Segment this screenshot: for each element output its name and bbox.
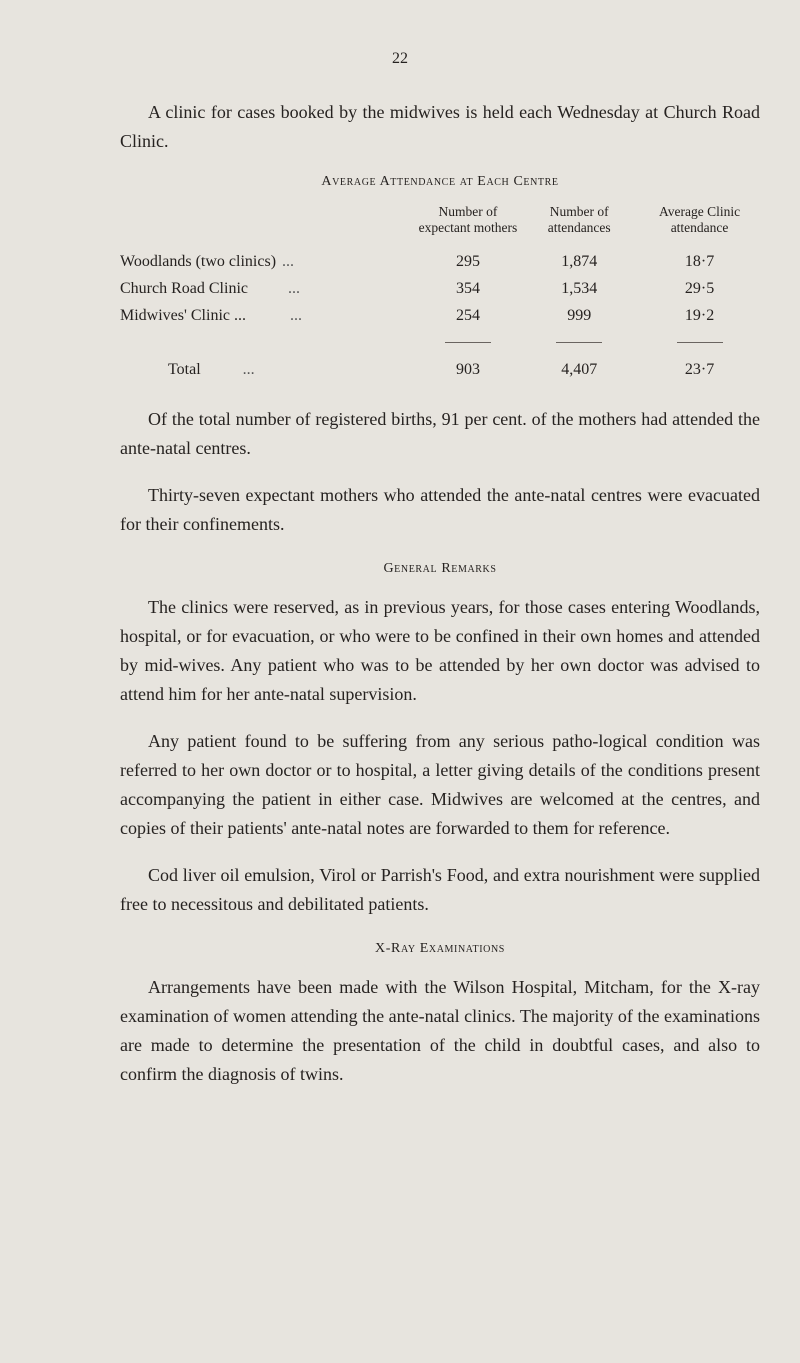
cell-attendances: 999 <box>567 306 592 324</box>
leader-dots: ... <box>287 279 300 297</box>
evacuation-paragraph: Thirty-seven expectant mothers who attended the ante-natal centres were evacuated for their confinements. <box>120 485 760 534</box>
xray-heading: X-Ray Examinations <box>375 941 505 956</box>
page-number: 22 <box>392 50 408 67</box>
general-remarks-heading: General Remarks <box>383 561 497 576</box>
rule-row <box>120 329 760 356</box>
remarks-paragraph: Any patient found to be suffering from any serious patho-logical condition was referred to her own doctor or to hospital, a letter giving details of the conditions present accompanying the patient in either case. Midwives are welcomed at the centres, and copies of their patients' ante-natal notes are forwarded to them for reference. <box>120 731 760 838</box>
intro-paragraph: A clinic for cases booked by the midwives is held each Wednesday at Church Road Clinic. <box>120 102 760 151</box>
header-expectant-mothers: Number of expectant mothers <box>418 204 518 235</box>
table-row <box>120 302 760 329</box>
remarks-paragraph: Cod liver oil emulsion, Virol or Parrish's Food, and extra nourishment were supplied free to necessitous and debilitated patients. <box>120 865 760 914</box>
xray-paragraph: Arrangements have been made with the Wilson Hospital, Mitcham, for the X-ray examination of women attending the ante-natal clinics. The majority of the examinations are made to determine the presentation of the child in doubtful cases, and also to confirm the diagnosis of twins. <box>120 977 760 1084</box>
header-blank <box>120 204 417 248</box>
cell-attendances: 1,874 <box>561 252 598 270</box>
divider <box>677 342 723 343</box>
divider <box>556 342 602 343</box>
cell-attendances: 1,534 <box>561 279 598 297</box>
row-label: Church Road Clinic <box>120 279 248 297</box>
cell-mothers: 354 <box>455 279 480 297</box>
page-content <box>120 98 760 1107</box>
table-row <box>120 248 760 275</box>
total-label: Total <box>168 360 201 378</box>
remarks-paragraph: The clinics were reserved, as in previous years, for those cases entering Woodlands, hospital, or for evacuation, or who were to be confined in their own homes and attended by mid-wives. Any patient who was to be attended by her own doctor was advised to attend him for her ante-natal supervision. <box>120 597 760 704</box>
row-label: Woodlands (two clinics) <box>120 252 277 270</box>
total-average: 23·7 <box>684 360 715 378</box>
total-row <box>120 356 760 383</box>
table-header-row <box>120 204 760 248</box>
header-attendances: Number of attendances <box>547 204 611 235</box>
attendance-table <box>120 204 760 383</box>
leader-dots: ... <box>282 252 295 270</box>
total-attendances: 4,407 <box>561 360 598 378</box>
row-label: Midwives' Clinic ... <box>120 306 246 324</box>
cell-average: 18·7 <box>684 252 715 270</box>
births-paragraph: Of the total number of registered births, 91 per cent. of the mothers had attended the ante-natal centres. <box>120 409 760 458</box>
leader-dots: ... <box>242 360 255 378</box>
leader-dots: ... <box>290 306 302 324</box>
cell-average: 19·2 <box>684 306 715 324</box>
table-row <box>120 275 760 302</box>
header-average-attendance: Average Clinic attendance <box>659 204 741 235</box>
attendance-heading: Average Attendance at Each Centre <box>321 174 559 189</box>
cell-mothers: 254 <box>455 306 480 324</box>
cell-average: 29·5 <box>684 279 715 297</box>
cell-mothers: 295 <box>455 252 480 270</box>
divider <box>445 342 491 343</box>
total-mothers: 903 <box>455 360 480 378</box>
